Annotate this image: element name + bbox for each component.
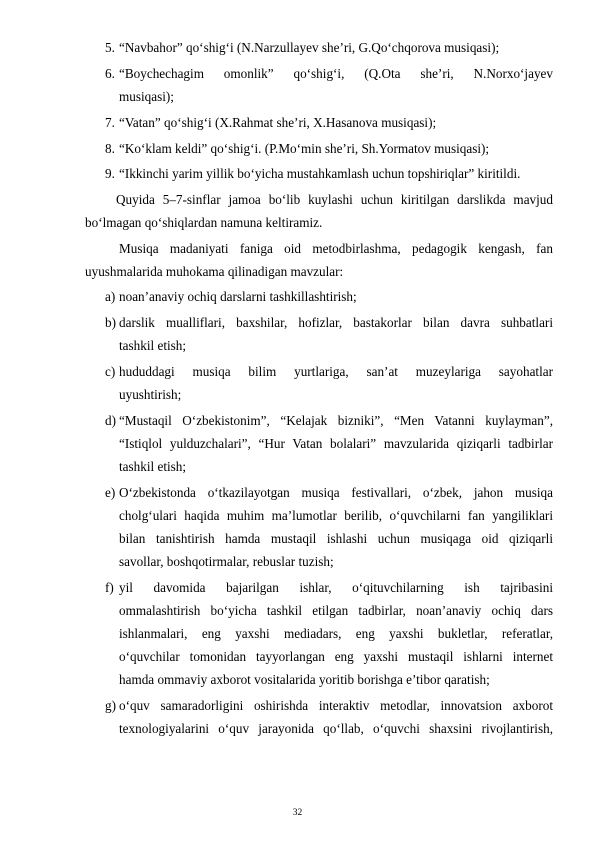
paragraph-line: bo‘lmagan qo‘shiqlardan namuna keltiramiz. [85,215,323,230]
paragraph-line: uyushmalarida muhokama qilinadigan mavzular: [85,264,344,279]
page-number: 32 [292,808,303,818]
list-item-text: “Ikkinchi yarim yillik bo‘yicha mustahkamlash uchun topshiriqlar” kiritildi. [119,166,521,181]
list-marker: a) [105,289,116,304]
list-marker: 5. [105,40,115,55]
list-item-text: tashkil etish; [119,338,187,353]
list-marker: f) [105,580,114,595]
list-item-text: savollar, boshqotirmalar, rebuslar tuzish; [119,554,334,569]
list-item-text: “Boychechagim omonlik” qo‘shig‘i, (Q.Ota she’ri, N.Norxo‘jayev [119,66,553,81]
list-item-text: noan’anaviy ochiq darslarni tashkillashtirish; [119,289,357,304]
list-item-text: “Vatan” qo‘shig‘i (X.Rahmat she’ri, X.Hasanova musiqasi); [119,115,437,130]
list-item-text: cholg‘ulari haqida muhim ma’lumotlar berilib, o‘quvchilarni fan yangiliklari [119,508,553,523]
list-marker: 9. [105,166,115,181]
list-item-text: tashkil etish; [119,459,187,474]
list-marker: c) [105,364,116,379]
paragraph-line: Quyida 5–7-sinflar jamoa bo‘lib kuylashi uchun kiritilgan darslikda mavjud [116,192,553,207]
list-item-text: hamda ommaviy axborot vositalarida yoritib borishga e’tibor qaratish; [119,672,490,687]
list-marker: 8. [105,141,115,156]
list-item-text: o‘quvchilar tomonidan tayyorlangan eng yaxshi mustaqil ishlarni internet [119,649,553,664]
list-item-text: yil davomida bajarilgan ishlar, o‘qituvchilarning ish tajribasini [119,580,553,595]
list-marker: d) [105,413,116,428]
list-item-text: ishlanmalari, eng yaxshi mediadars, eng yaxshi bukletlar, referatlar, [119,626,553,641]
list-item-text: o‘quv samaradorligini oshirishda interaktiv metodlar, innovatsion axborot [119,698,553,713]
list-item-text: musiqasi); [119,89,174,104]
list-item-text: “Ko‘klam keldi” qo‘shig‘i. (P.Mo‘min she’ri, Sh.Yormatov musiqasi); [119,141,490,156]
paragraph-line: Musiqa madaniyati faniga oid metodbirlashma, pedagogik kengash, fan [119,241,553,256]
list-marker: e) [105,485,116,500]
list-item-text: hududdagi musiqa bilim yurtlariga, san’at muzeylariga sayohatlar [119,364,553,379]
list-item-text: “Mustaqil O‘zbekistonim”, “Kelajak bizniki”, “Men Vatanni kuylayman”, [119,413,553,428]
list-item-text: “Navbahor” qo‘shig‘i (N.Narzullayev she’ri, G.Qo‘chqorova musiqasi); [119,40,500,55]
list-marker: b) [105,315,116,330]
list-item-text: ommalashtirish bo‘yicha tashkil etilgan tadbirlar, noan’anaviy ochiq dars [119,603,553,618]
list-marker: 6. [105,66,115,81]
list-item-text: bilan tanishtirish hamda mustaqil ishlashi uchun musiqaga oid qiziqarli [119,531,553,546]
list-item-text: uyushtirish; [119,387,182,402]
list-item-text: texnologiyalarini o‘quv jarayonida qo‘llab, o‘quvchi shaxsini rivojlantirish, [119,721,553,736]
list-item-text: O‘zbekistonda o‘tkazilayotgan musiqa festivallari, o‘zbek, jahon musiqa [119,485,553,500]
list-item-text: “Istiqlol yulduzchalari”, “Hur Vatan bolalari” mavzularida qiziqarli tadbirlar [119,436,553,451]
list-marker: g) [105,698,116,713]
list-marker: 7. [105,115,115,130]
list-item-text: darslik mualliflari, baxshilar, hofizlar, bastakorlar bilan davra suhbatlari [119,315,553,330]
